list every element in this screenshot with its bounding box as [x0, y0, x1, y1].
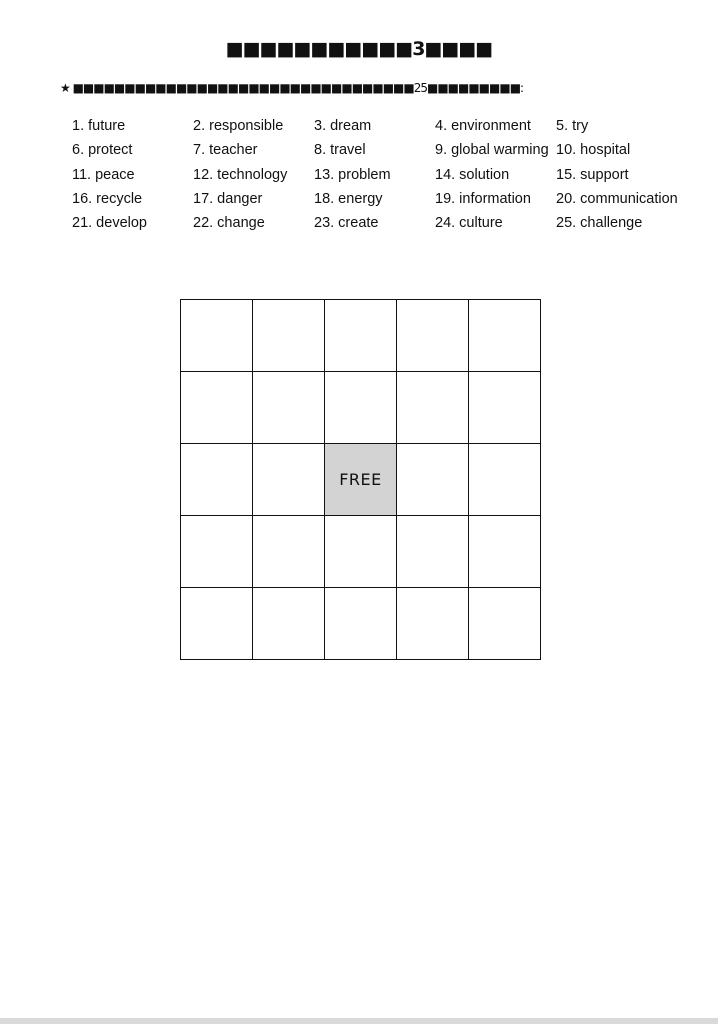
word-item: 10. hospital — [556, 142, 631, 159]
bingo-cell[interactable] — [181, 444, 253, 516]
word-item: 12. technology — [193, 166, 288, 183]
bingo-row — [181, 444, 541, 516]
free-space-cell: FREE — [325, 444, 397, 516]
page-bottom-edge — [0, 1018, 718, 1024]
bingo-cell[interactable] — [325, 300, 397, 372]
bingo-row — [181, 588, 541, 660]
bingo-cell[interactable] — [469, 588, 541, 660]
word-item: 23. create — [314, 215, 379, 232]
word-item: 5. try — [556, 118, 589, 134]
bingo-cell[interactable] — [253, 300, 325, 372]
worksheet-title: ■■■■■■■■■■■3■■■■ — [225, 38, 493, 60]
word-item: 19. information — [435, 190, 531, 207]
word-list — [72, 116, 712, 237]
word-item: 6. protect — [72, 142, 133, 159]
bingo-cell[interactable] — [253, 588, 325, 660]
word-item: 1. future — [72, 118, 126, 134]
bingo-cell[interactable] — [397, 588, 469, 660]
word-item: 20. communication — [556, 190, 678, 207]
word-item: 8. travel — [314, 142, 366, 159]
bingo-cell[interactable] — [469, 516, 541, 588]
word-item: 24. culture — [435, 215, 503, 232]
word-item: 11. peace — [72, 166, 135, 183]
bingo-cell[interactable] — [253, 516, 325, 588]
bingo-cell[interactable] — [469, 372, 541, 444]
word-item: 14. solution — [435, 166, 510, 183]
bingo-cell[interactable] — [181, 372, 253, 444]
word-item: 13. problem — [314, 166, 391, 183]
word-item: 22. change — [193, 215, 265, 232]
word-item: 15. support — [556, 166, 629, 183]
bingo-row — [181, 300, 541, 372]
bingo-cell[interactable] — [469, 300, 541, 372]
bingo-cell[interactable] — [181, 588, 253, 660]
word-item: 2. responsible — [193, 118, 284, 134]
instruction-text: ★ ■■■■■■■■■■■■■■■■■■■■■■■■■■■■■■■■■25■■■■■■■■■: — [60, 81, 524, 95]
word-item: 21. develop — [72, 215, 147, 232]
word-item: 25. challenge — [556, 215, 643, 232]
bingo-cell[interactable] — [397, 372, 469, 444]
bingo-cell[interactable] — [469, 444, 541, 516]
bingo-cell[interactable] — [325, 516, 397, 588]
word-item: 7. teacher — [193, 142, 258, 159]
word-item: 16. recycle — [72, 190, 143, 207]
bingo-cell[interactable] — [253, 444, 325, 516]
bingo-row — [181, 372, 541, 444]
bingo-cell[interactable] — [181, 516, 253, 588]
bingo-cell[interactable] — [397, 300, 469, 372]
bingo-cell[interactable] — [325, 372, 397, 444]
word-item: 3. dream — [314, 118, 372, 134]
word-item: 18. energy — [314, 190, 383, 207]
bingo-cell[interactable] — [325, 588, 397, 660]
word-item: 4. environment — [435, 118, 531, 134]
bingo-cell[interactable] — [397, 444, 469, 516]
bingo-cell[interactable] — [397, 516, 469, 588]
bingo-cell[interactable] — [253, 372, 325, 444]
word-item: 17. danger — [193, 190, 263, 207]
word-item: 9. global warming — [435, 142, 549, 159]
bingo-row — [181, 516, 541, 588]
bingo-cell[interactable] — [181, 300, 253, 372]
bingo-grid — [180, 299, 541, 660]
